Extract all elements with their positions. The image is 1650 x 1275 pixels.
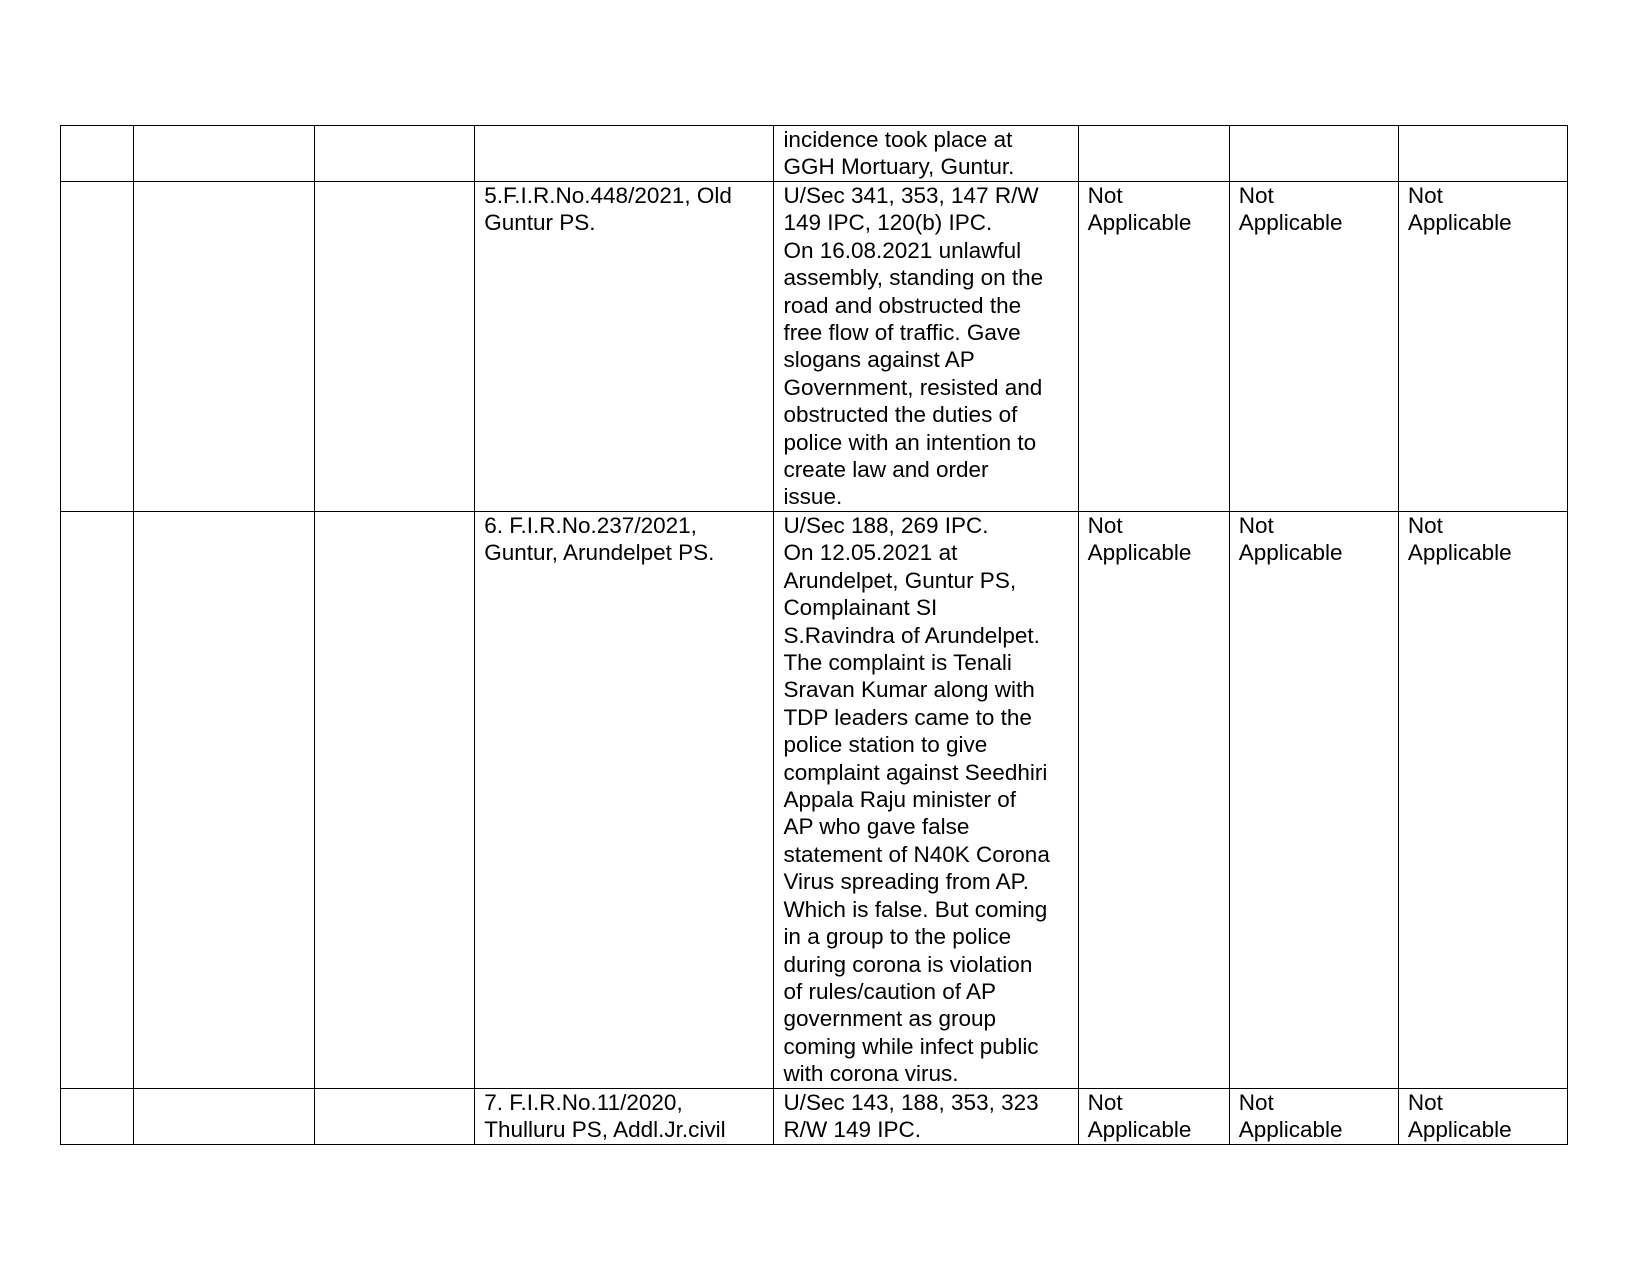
table-row bbox=[61, 126, 1568, 182]
details-cell: U/Sec 188, 269 IPC. On 12.05.2021 at Arundelpet, Guntur PS, Complainant SI S.Ravindra of Arundelpet. The complaint is Tenali Sravan Kumar along with TDP leaders came to the police station to give complaint against Seedhiri Appala Raju minister of AP who gave false statement of N40K Corona Virus spreading from AP. Which is false. But coming in a group to the police during corona is violation of rules/caution of AP government as group coming while infect public with corona virus. bbox=[774, 512, 1078, 1089]
table-cell bbox=[134, 182, 315, 512]
status-cell: Not Applicable bbox=[1078, 1088, 1229, 1144]
status-cell bbox=[1398, 126, 1567, 182]
fir-cell: 6. F.I.R.No.237/2021, Guntur, Arundelpet PS. bbox=[475, 512, 774, 1089]
table-row bbox=[61, 512, 1568, 1089]
table-cell bbox=[61, 126, 134, 182]
fir-cell: 5.F.I.R.No.448/2021, Old Guntur PS. bbox=[475, 182, 774, 512]
status-cell: Not Applicable bbox=[1398, 512, 1567, 1089]
table-cell bbox=[315, 126, 475, 182]
table-cell bbox=[134, 126, 315, 182]
table-row bbox=[61, 1088, 1568, 1144]
table-cell bbox=[134, 512, 315, 1089]
status-cell bbox=[1078, 126, 1229, 182]
status-cell: Not Applicable bbox=[1398, 182, 1567, 512]
table-row bbox=[61, 182, 1568, 512]
details-cell: U/Sec 341, 353, 147 R/W 149 IPC, 120(b) IPC. On 16.08.2021 unlawful assembly, standing on the road and obstructed the free flow of traffic. Gave slogans against AP Government, resisted and obstructed the duties of police with an intention to create law and order issue. bbox=[774, 182, 1078, 512]
details-cell: U/Sec 143, 188, 353, 323 R/W 149 IPC. bbox=[774, 1088, 1078, 1144]
status-cell: Not Applicable bbox=[1078, 512, 1229, 1089]
case-table bbox=[60, 125, 1568, 1145]
table-cell bbox=[134, 1088, 315, 1144]
status-cell: Not Applicable bbox=[1229, 512, 1398, 1089]
status-cell: Not Applicable bbox=[1229, 1088, 1398, 1144]
details-cell: incidence took place at GGH Mortuary, Guntur. bbox=[774, 126, 1078, 182]
status-cell: Not Applicable bbox=[1229, 182, 1398, 512]
table-cell bbox=[61, 182, 134, 512]
table-cell bbox=[315, 512, 475, 1089]
status-cell: Not Applicable bbox=[1398, 1088, 1567, 1144]
table-cell bbox=[315, 1088, 475, 1144]
fir-cell: 7. F.I.R.No.11/2020, Thulluru PS, Addl.Jr.civil bbox=[475, 1088, 774, 1144]
table-cell bbox=[315, 182, 475, 512]
table-cell bbox=[61, 1088, 134, 1144]
table-cell bbox=[61, 512, 134, 1089]
status-cell bbox=[1229, 126, 1398, 182]
status-cell: Not Applicable bbox=[1078, 182, 1229, 512]
fir-cell bbox=[475, 126, 774, 182]
